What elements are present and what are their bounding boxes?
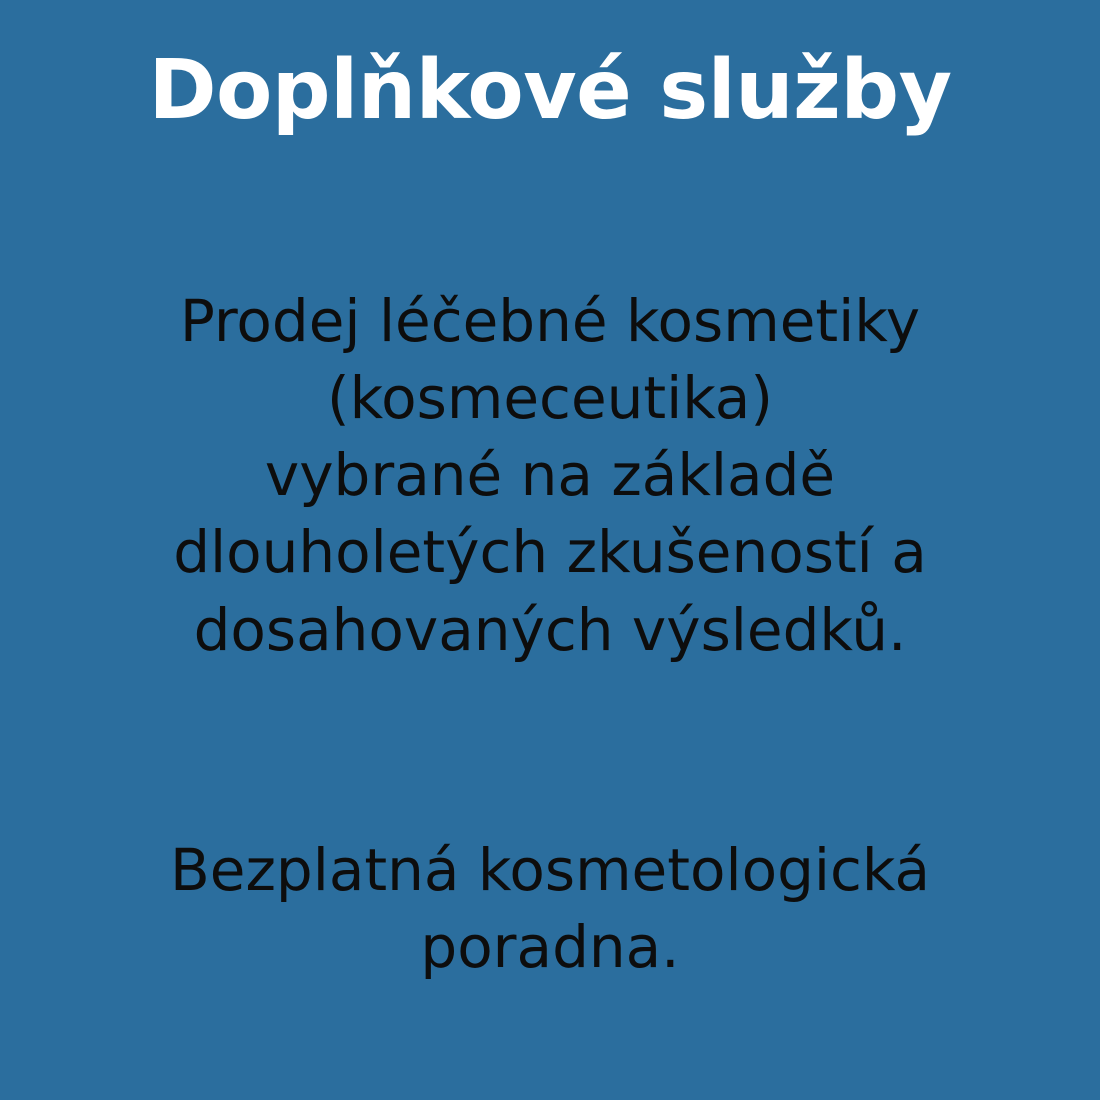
- body-line: Bezplatná kosmetologická: [169, 836, 931, 904]
- body-line: dosahovaných výsledků.: [193, 595, 907, 664]
- body-line: Prodej léčebné kosmetiky: [179, 287, 921, 355]
- body-line: poradna.: [420, 913, 680, 982]
- page-title: Doplňkové služby: [148, 43, 952, 138]
- body-paragraph-consulting: [0, 832, 1100, 986]
- body-line: (kosmeceutika): [327, 364, 773, 433]
- body-line: dlouholetých zkušeností a: [173, 518, 927, 587]
- body-line: vybrané na základě: [264, 441, 836, 510]
- body-paragraph-services: [0, 283, 1100, 669]
